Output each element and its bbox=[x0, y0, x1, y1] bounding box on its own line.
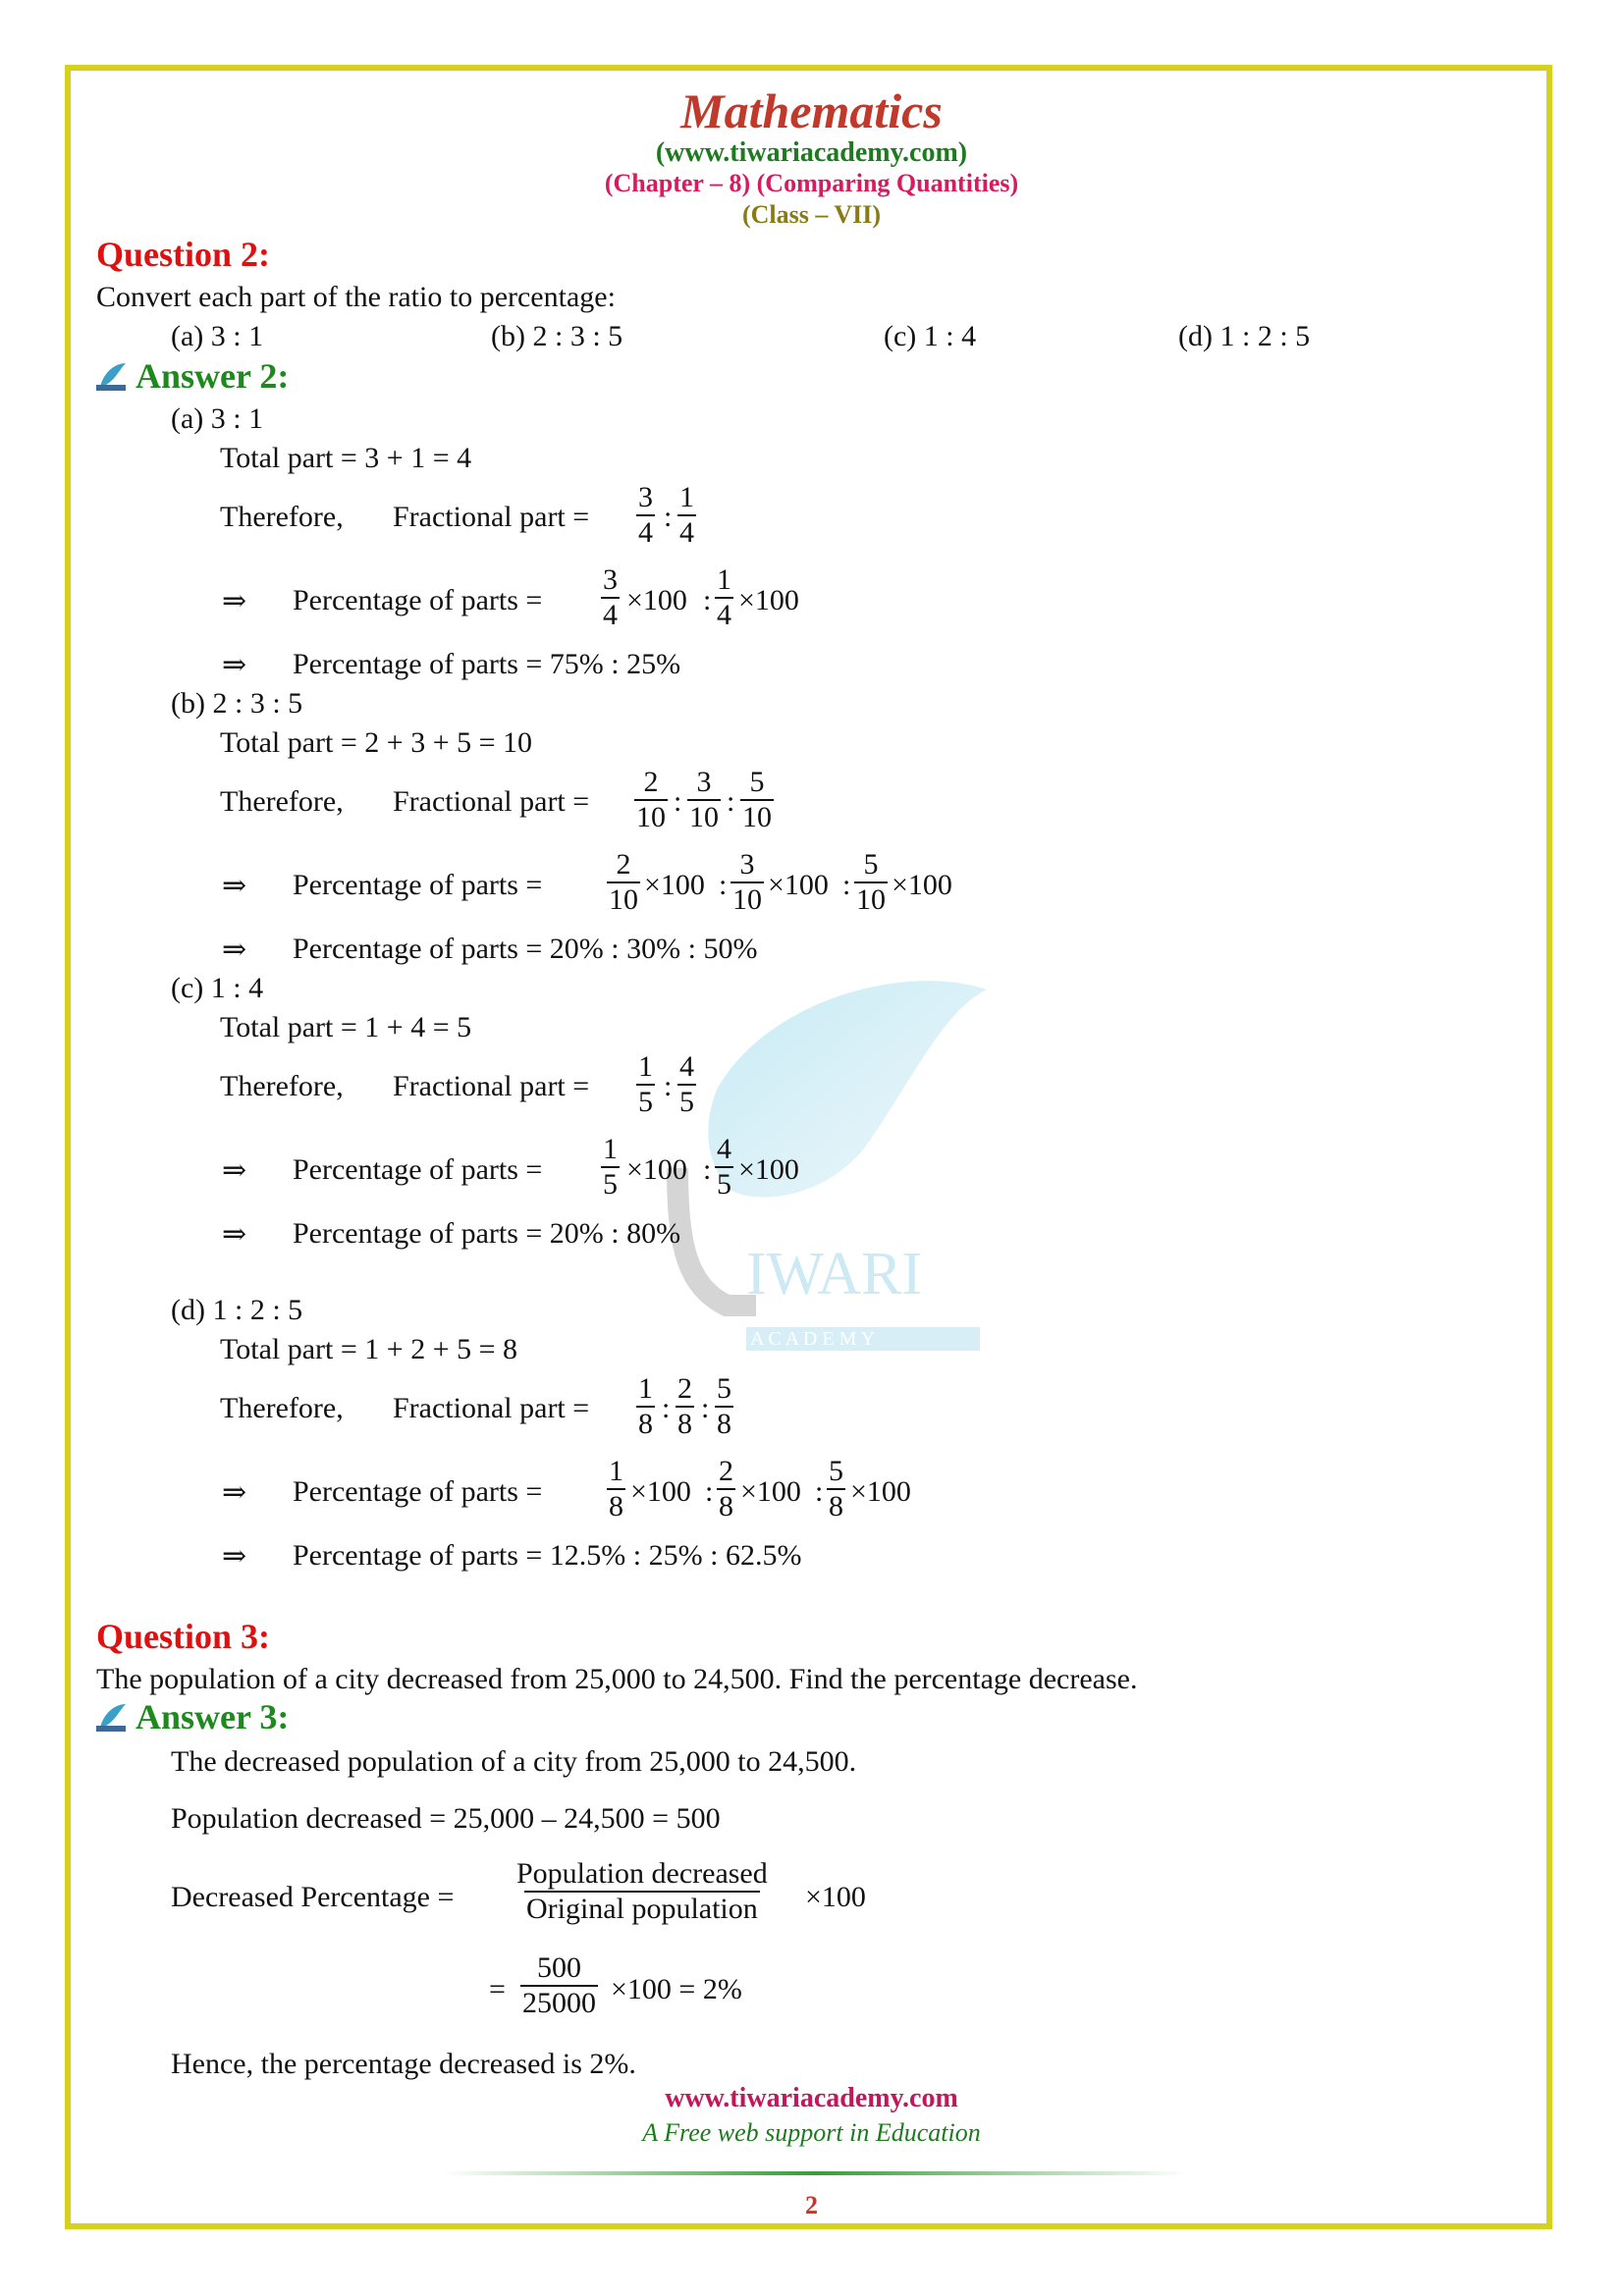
part-d-result: Percentage of parts = 12.5% : 25% : 62.5% bbox=[293, 1539, 802, 1572]
fraction: $\frac{5}{10}$ bbox=[856, 848, 886, 916]
option-b: (b) 2 : 3 : 5 bbox=[491, 320, 623, 352]
fraction: $\frac{4}{5}$ bbox=[679, 1050, 694, 1118]
times-100: ×100 bbox=[626, 584, 687, 616]
times-100: ×100 bbox=[738, 1153, 799, 1186]
part-d-label: (d) 1 : 2 : 5 bbox=[171, 1294, 303, 1326]
part-a-total: Total part = 3 + 1 = 4 bbox=[220, 442, 472, 474]
fraction: $\frac{2}{10}$ bbox=[609, 848, 638, 916]
part-b-label: (b) 2 : 3 : 5 bbox=[171, 687, 303, 720]
fraction: $\frac{1}{5}$ bbox=[638, 1050, 653, 1118]
question-3-text: The population of a city decreased from 25,000 to 24,500. Find the percentage decrease. bbox=[96, 1663, 1138, 1695]
therefore-label: Therefore, bbox=[220, 785, 344, 818]
implies-arrow: ⇒ bbox=[222, 585, 247, 617]
option-c: (c) 1 : 4 bbox=[884, 320, 977, 352]
part-a-result: Percentage of parts = 75% : 25% bbox=[293, 648, 681, 680]
answer-2-heading: Answer 2: bbox=[135, 356, 290, 396]
colon: : bbox=[674, 785, 682, 818]
times-100: ×100 bbox=[768, 869, 829, 901]
answer-3-conclusion: Hence, the percentage decreased is 2%. bbox=[171, 2048, 636, 2080]
fraction: $\frac{1}{5}$ bbox=[603, 1133, 618, 1201]
colon: : bbox=[662, 1392, 671, 1424]
fraction: $\frac{1}{8}$ bbox=[638, 1372, 653, 1440]
implies-arrow: ⇒ bbox=[222, 1476, 247, 1509]
tiwari-watermark-logo bbox=[648, 972, 1001, 1364]
fraction: $\frac{5}{8}$ bbox=[717, 1372, 731, 1440]
colon: : bbox=[701, 1392, 710, 1424]
therefore-label: Therefore, bbox=[220, 501, 344, 533]
implies-arrow: ⇒ bbox=[222, 934, 247, 966]
page-number: 2 bbox=[805, 2191, 818, 2219]
implies-arrow: ⇒ bbox=[222, 1218, 247, 1251]
colon: : bbox=[703, 584, 712, 616]
answer-feather-icon bbox=[96, 361, 128, 391]
fraction: $\frac{2}{8}$ bbox=[719, 1455, 733, 1522]
question-3-heading: Question 3: bbox=[96, 1617, 271, 1656]
part-c-total: Total part = 1 + 4 = 5 bbox=[220, 1011, 472, 1043]
fraction: $\frac{1}{4}$ bbox=[717, 563, 731, 631]
fraction: $\frac{1}{4}$ bbox=[679, 481, 694, 549]
colon: : bbox=[705, 1475, 714, 1508]
part-a-label: (a) 3 : 1 bbox=[171, 402, 264, 435]
times-100: ×100 bbox=[630, 1475, 691, 1508]
colon: : bbox=[727, 785, 735, 818]
times-100: ×100 bbox=[644, 869, 705, 901]
colon: : bbox=[815, 1475, 824, 1508]
question-2-heading: Question 2: bbox=[96, 235, 271, 274]
fraction: $\frac{2}{10}$ bbox=[636, 766, 666, 833]
part-b-total: Total part = 2 + 3 + 5 = 10 bbox=[220, 726, 533, 759]
colon: : bbox=[664, 1070, 673, 1102]
watermark-text: IWARI bbox=[746, 1241, 923, 1308]
footer-tagline: A Free web support in Education bbox=[642, 2118, 981, 2147]
percentage-label: Percentage of parts = bbox=[293, 1153, 543, 1186]
implies-arrow: ⇒ bbox=[222, 1154, 247, 1187]
therefore-label: Therefore, bbox=[220, 1392, 344, 1424]
option-d: (d) 1 : 2 : 5 bbox=[1178, 320, 1311, 352]
times-100: ×100 bbox=[805, 1881, 866, 1913]
answer-3-line-1: The decreased population of a city from 25,000 to 24,500. bbox=[171, 1745, 857, 1778]
percentage-label: Percentage of parts = bbox=[293, 869, 543, 901]
fraction: $\frac{500}{25000}$ bbox=[522, 1951, 596, 2019]
equals-sign: = bbox=[489, 1973, 506, 2005]
page-title: Mathematics bbox=[680, 83, 943, 138]
fractional-part-label: Fractional part = bbox=[393, 1392, 590, 1424]
decreased-percentage-label: Decreased Percentage = bbox=[171, 1881, 455, 1913]
part-c-label: (c) 1 : 4 bbox=[171, 972, 264, 1004]
question-2-text: Convert each part of the ratio to percentage: bbox=[96, 281, 616, 313]
implies-arrow: ⇒ bbox=[222, 1540, 247, 1573]
therefore-label: Therefore, bbox=[220, 1070, 344, 1102]
header-url[interactable]: (www.tiwariacademy.com) bbox=[655, 137, 968, 168]
times-100: ×100 bbox=[740, 1475, 801, 1508]
part-d-total: Total part = 1 + 2 + 5 = 8 bbox=[220, 1333, 518, 1365]
fractional-part-label: Fractional part = bbox=[393, 501, 590, 533]
colon: : bbox=[664, 501, 673, 533]
fraction: $\frac{3}{4}$ bbox=[638, 481, 653, 549]
fraction: $\frac{5}{8}$ bbox=[829, 1455, 843, 1522]
times-100: ×100 bbox=[892, 869, 952, 901]
percentage-label: Percentage of parts = bbox=[293, 584, 543, 616]
class-label: (Class – VII) bbox=[741, 200, 882, 229]
fraction: $\frac{3}{10}$ bbox=[689, 766, 719, 833]
fraction: $\frac{4}{5}$ bbox=[717, 1133, 731, 1201]
fractional-part-label: Fractional part = bbox=[393, 1070, 590, 1102]
fraction: $\frac{5}{10}$ bbox=[742, 766, 772, 833]
fraction: $\frac{1}{8}$ bbox=[609, 1455, 623, 1522]
chapter-label: (Chapter – 8) (Comparing Quantities) bbox=[604, 169, 1019, 197]
answer-feather-icon bbox=[96, 1702, 128, 1732]
colon: : bbox=[842, 869, 851, 901]
fraction: $\frac{2}{8}$ bbox=[677, 1372, 692, 1440]
times-100: ×100 bbox=[738, 584, 799, 616]
fraction: $\frac{3}{4}$ bbox=[603, 563, 618, 631]
part-c-result: Percentage of parts = 20% : 80% bbox=[293, 1217, 681, 1250]
times-100: ×100 bbox=[850, 1475, 911, 1508]
answer-3-result: ×100 = 2% bbox=[611, 1973, 742, 2005]
fraction: Population decreased Original population bbox=[516, 1857, 768, 1925]
colon: : bbox=[719, 869, 728, 901]
implies-arrow: ⇒ bbox=[222, 870, 247, 902]
percentage-label: Percentage of parts = bbox=[293, 1475, 543, 1508]
answer-3-heading: Answer 3: bbox=[135, 1697, 290, 1736]
colon: : bbox=[703, 1153, 712, 1186]
part-b-result: Percentage of parts = 20% : 30% : 50% bbox=[293, 933, 758, 965]
footer-url[interactable]: www.tiwariacademy.com bbox=[665, 2083, 958, 2113]
footer-divider bbox=[442, 2171, 1188, 2175]
implies-arrow: ⇒ bbox=[222, 649, 247, 681]
option-a: (a) 3 : 1 bbox=[171, 320, 264, 352]
fraction: $\frac{3}{10}$ bbox=[732, 848, 762, 916]
watermark-subtext: A C A D E M Y bbox=[750, 1328, 876, 1350]
times-100: ×100 bbox=[626, 1153, 687, 1186]
fractional-part-label: Fractional part = bbox=[393, 785, 590, 818]
answer-3-line-2: Population decreased = 25,000 – 24,500 = 500 bbox=[171, 1802, 721, 1835]
